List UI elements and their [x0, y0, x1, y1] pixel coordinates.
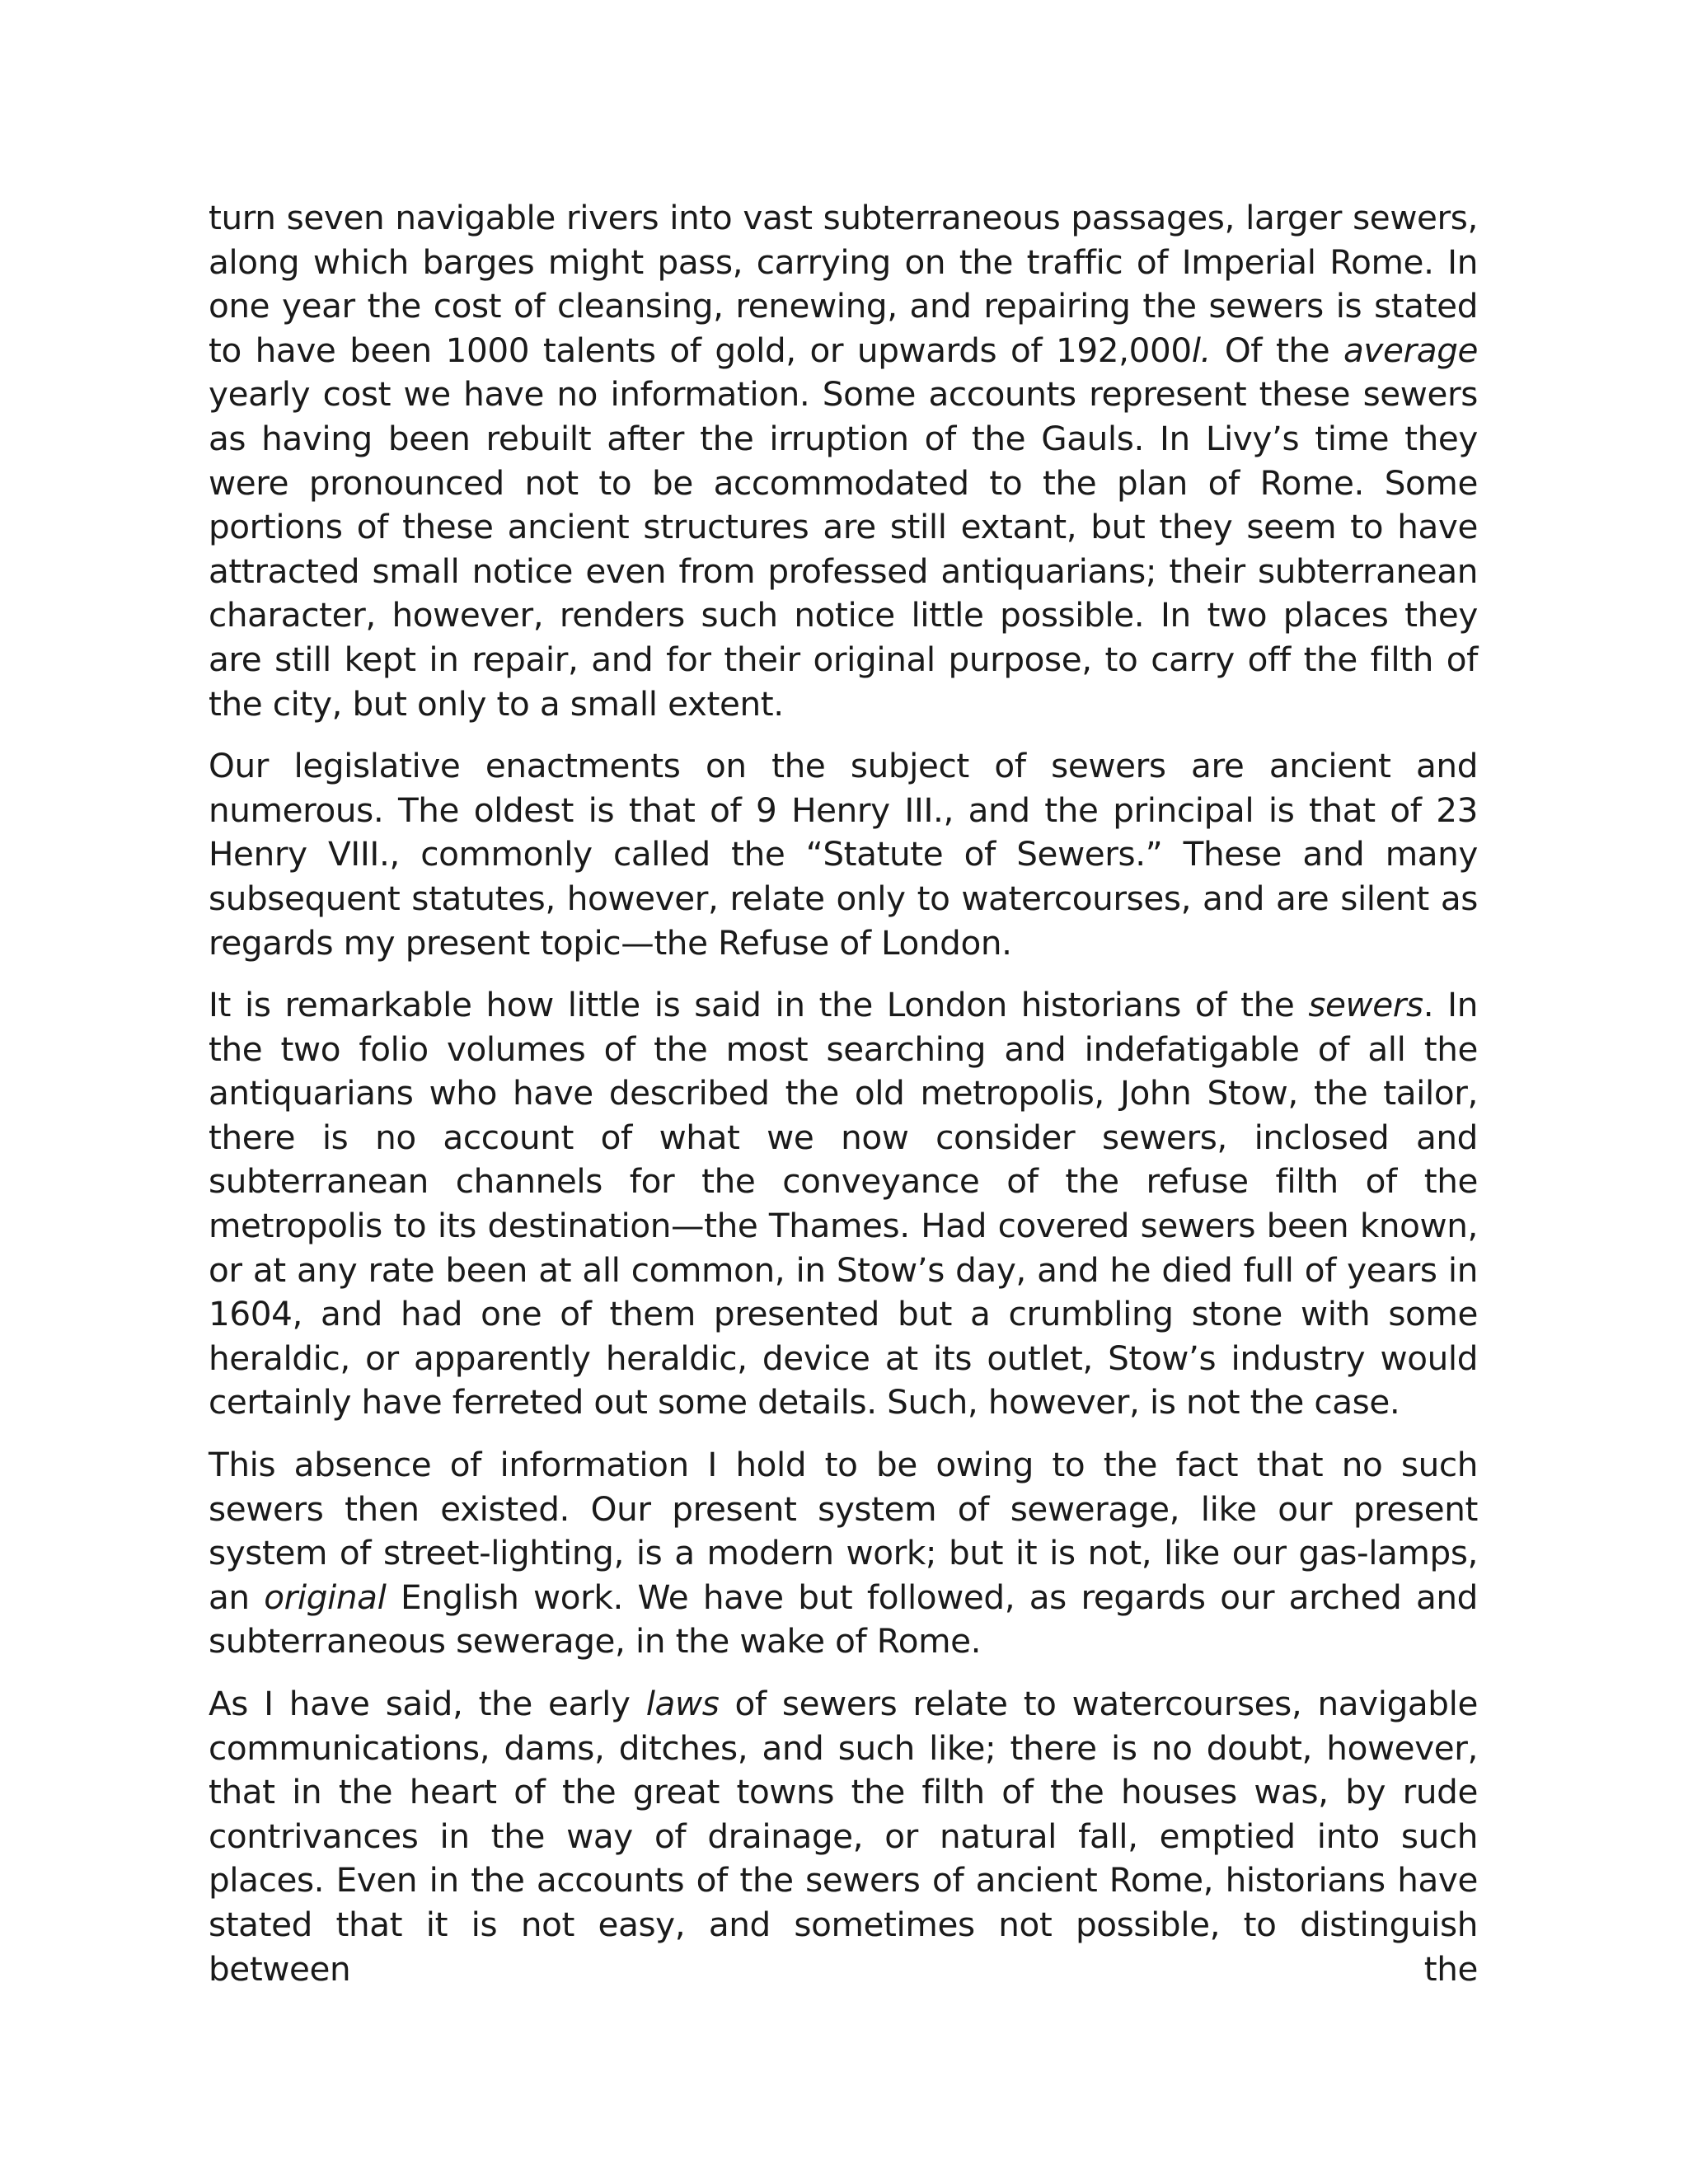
text-run: yearly cost we have no information. Some accounts represent these sewers as having been rebuilt after the irruption of the Gauls. In Livy’s time they were pronounced not to be accommodated to the plan of Rome. Some portions of these ancient structures are still extant, but they seem to have attracted small notice even from professed antiquarians; their subterranean character, however, renders such notice little possible. In two places they are still kept in repair, and for their original purpose, to carry off the filth of the city, but only to a small extent.: [209, 374, 1478, 724]
paragraph-2: [209, 744, 1478, 965]
text-run: It is remarkable how little is said in the London historians of the: [209, 985, 1309, 1025]
italic-text: l.: [1191, 330, 1212, 370]
body-text: [209, 196, 1478, 1991]
italic-text: laws: [645, 1684, 720, 1723]
text-run: This absence of information I hold to be owing to the fact that no such sewers then existed. Our present system of sewerage, like our present system of street-lighting, is a modern work; but it is not, like our gas-lamps, an: [209, 1445, 1478, 1617]
paragraph-4: [209, 1443, 1478, 1664]
paragraph-1: [209, 196, 1478, 726]
text-run: Our legislative enactments on the subject of sewers are ancient and numerous. The oldest is that of 9 Henry III., and the principal is that of 23 Henry VIII., commonly called the “Statute of Sewers.” These and many subsequent statutes, however, relate only to watercourses, and are silent as regards my present topic—the Refuse of London.: [209, 746, 1478, 963]
paragraph-3: [209, 983, 1478, 1425]
text-run: . In the two folio volumes of the most searching and indefatigable of all the antiquarians who have described the old metropolis, John Stow, the tailor, there is no account of what we now consider sewers, inclosed and subterranean channels for the conveyance of the refuse filth of the metropolis to its destination—the Thames. Had covered sewers been known, or at any rate been at all common, in Stow’s day, and he died full of years in 1604, and had one of them presented but a crumbling stone with some heraldic, or apparently heraldic, device at its outlet, Stow’s industry would certainly have ferreted out some details. Such, however, is not the case.: [209, 985, 1478, 1422]
text-run: As I have said, the early: [209, 1684, 646, 1723]
text-run: Of the: [1211, 330, 1344, 370]
text-run: of sewers relate to watercourses, navigable communications, dams, ditches, and such like; there is no doubt, however, that in the heart of the great towns the filth of the houses was, by rude contrivances in the way of drainage, or natural fall, emptied into such places. Even in the accounts of the sewers of ancient Rome, historians have stated that it is not easy, and sometimes not possible, to distinguish between the: [209, 1684, 1478, 1989]
text-run: English work. We have but followed, as regards our arched and subterraneous sewerage, in the wake of Rome.: [209, 1577, 1478, 1661]
italic-text: average: [1343, 330, 1479, 370]
italic-text: sewers: [1308, 985, 1423, 1025]
paragraph-5: [209, 1682, 1478, 1991]
italic-text: original: [264, 1577, 387, 1617]
text-run: turn seven navigable rivers into vast subterraneous passages, larger sewers, along which barges might pass, carrying on the traffic of Imperial Rome. In one year the cost of cleansing, renewing, and repairing the sewers is stated to have been 1000 talents of gold, or upwards of 192,000: [209, 198, 1478, 370]
